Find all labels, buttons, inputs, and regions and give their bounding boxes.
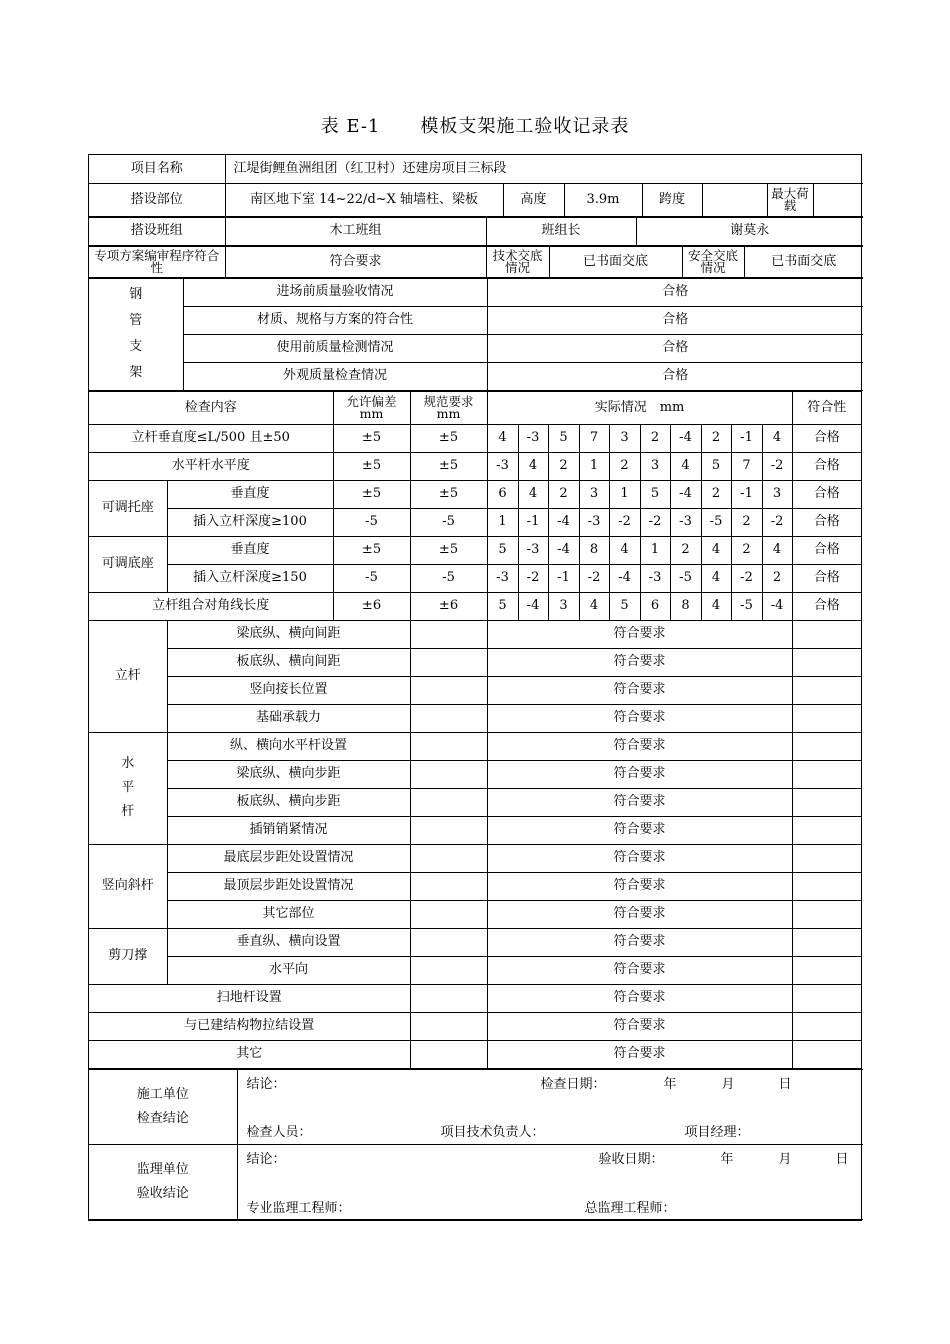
leader-label: 班组长 (486, 217, 636, 245)
requirement-result: 符合要求 (487, 928, 792, 956)
actual-value-cell: 8 (670, 592, 701, 620)
actual-value-cell: 2 (701, 480, 731, 508)
actual-value-cell: 8 (579, 536, 609, 564)
project-value: 江堤街鲤鱼洲组团（红卫村）还建房项目三标段 (225, 155, 863, 183)
actual-value-cell: 4 (701, 592, 731, 620)
steel-pipe-label: 钢 管 支 架 (129, 287, 143, 380)
table-row (89, 1012, 861, 1040)
actual-value-cell: 1 (640, 536, 670, 564)
actual-value-cell: -5 (731, 592, 762, 620)
maxload-label: 最大荷载 (767, 183, 813, 216)
requirement-result: 符合要求 (487, 704, 792, 732)
actual-value-cell: 2 (731, 536, 762, 564)
spec-cell (410, 1040, 487, 1068)
actual-value-cell: 3 (579, 480, 609, 508)
conform-cell (792, 704, 861, 732)
span-label: 跨度 (642, 183, 702, 216)
table-row (89, 760, 861, 788)
conform-cell (792, 1040, 861, 1068)
requirement-item: 与已建结构物拉结设置 (89, 1012, 410, 1040)
supervising-engineer-label: 专业监理工程师： (246, 1200, 351, 1216)
actual-value-cell: 1 (579, 452, 609, 480)
table-row (89, 452, 861, 480)
supervision-conclusion (237, 1144, 863, 1219)
spec-cell (410, 984, 487, 1012)
requirement-item: 最顶层步距处设置情况 (167, 872, 410, 900)
result-cell: 合格 (792, 452, 861, 480)
actual-value-cell: -1 (731, 480, 762, 508)
actual-value-cell: 5 (487, 536, 518, 564)
actual-value-cell: -4 (518, 592, 548, 620)
tolerance-cell: ±5 (333, 424, 410, 452)
spec-cell: ±5 (410, 480, 487, 508)
actual-value-cell: 6 (487, 480, 518, 508)
requirement-result: 符合要求 (487, 648, 792, 676)
conform-cell (792, 844, 861, 872)
actual-value-cell: 2 (731, 508, 762, 536)
table-row (89, 480, 861, 508)
actual-value-cell: 5 (548, 424, 579, 452)
requirement-result: 符合要求 (487, 872, 792, 900)
actual-value-cell: 2 (670, 536, 701, 564)
header-table (89, 155, 863, 217)
requirement-item: 基础承载力 (167, 704, 410, 732)
inspection-table (89, 391, 861, 1069)
conform-cell (792, 620, 861, 648)
spec-cell (410, 788, 487, 816)
table-row (89, 1040, 861, 1068)
group-label: 水 平 杆 (89, 732, 167, 844)
check-item: 水平杆水平度 (89, 452, 333, 480)
actual-value-cell: -2 (579, 564, 609, 592)
actual-value-cell: 1 (609, 480, 640, 508)
table-row (89, 620, 861, 648)
actual-value-cell: 2 (640, 424, 670, 452)
actual-value-cell: -1 (518, 508, 548, 536)
requirement-item: 水平向 (167, 956, 410, 984)
check-content-header: 检查内容 (89, 391, 333, 424)
plan-table (89, 246, 863, 278)
span-value (702, 183, 767, 216)
tolerance-cell: -5 (333, 564, 410, 592)
actual-value-cell: 2 (548, 452, 579, 480)
result-cell: 合格 (792, 536, 861, 564)
check-item: 立杆垂直度≤L/500 且±50 (89, 424, 333, 452)
conform-cell (792, 956, 861, 984)
result-cell: 合格 (792, 508, 861, 536)
acceptance-form (88, 154, 862, 1221)
supervision-year: 年 (720, 1151, 734, 1167)
actual-value-cell: 4 (518, 480, 548, 508)
tech-lead-label: 项目技术负责人： (440, 1124, 545, 1140)
project-manager-label: 项目经理： (684, 1124, 750, 1140)
requirement-result: 符合要求 (487, 816, 792, 844)
safety-briefing-value: 已书面交底 (744, 246, 863, 277)
requirement-result: 符合要求 (487, 732, 792, 760)
conform-header: 符合性 (792, 391, 861, 424)
requirement-item: 纵、横向水平杆设置 (167, 732, 410, 760)
table-row (89, 928, 861, 956)
project-label: 项目名称 (89, 155, 225, 183)
requirement-item: 板底纵、横向间距 (167, 648, 410, 676)
actual-value-cell: 2 (762, 564, 792, 592)
actual-value-cell: 5 (640, 480, 670, 508)
conform-cell (792, 872, 861, 900)
steel-pipe-table (89, 278, 863, 391)
requirement-result: 符合要求 (487, 956, 792, 984)
check-item: 立杆组合对角线长度 (89, 592, 333, 620)
requirement-item: 最底层步距处设置情况 (167, 844, 410, 872)
spec-cell (410, 956, 487, 984)
actual-value-cell: -4 (670, 480, 701, 508)
actual-value-cell: 3 (548, 592, 579, 620)
actual-value-cell: 4 (609, 536, 640, 564)
check-item: 垂直度 (167, 536, 333, 564)
spec-cell: ±5 (410, 536, 487, 564)
steel-result: 合格 (487, 334, 863, 362)
actual-value-cell: -2 (609, 508, 640, 536)
actual-value-cell: -3 (487, 564, 518, 592)
construction-date-label: 检查日期： (540, 1076, 606, 1092)
requirement-item: 其它部位 (167, 900, 410, 928)
team-table (89, 217, 863, 246)
actual-value-cell: -3 (579, 508, 609, 536)
spec-cell (410, 676, 487, 704)
actual-value-cell: -2 (762, 508, 792, 536)
conform-cell (792, 760, 861, 788)
location-value: 南区地下室 14~22/d~X 轴墙柱、梁板 (225, 183, 503, 216)
conform-cell (792, 984, 861, 1012)
spec-cell: -5 (410, 508, 487, 536)
construction-conclusion (237, 1069, 863, 1144)
actual-value-cell: 5 (487, 592, 518, 620)
actual-value-cell: 2 (701, 424, 731, 452)
requirement-result: 符合要求 (487, 844, 792, 872)
table-row (89, 984, 861, 1012)
requirement-result: 符合要求 (487, 1012, 792, 1040)
tolerance-cell: -5 (333, 508, 410, 536)
construction-label-line1: 施工单位 (136, 1086, 189, 1102)
table-row (89, 844, 861, 872)
requirement-item: 其它 (89, 1040, 410, 1068)
steel-item: 外观质量检查情况 (183, 362, 487, 390)
table-row (89, 508, 861, 536)
tolerance-header: 允许偏差 mm (333, 391, 410, 424)
actual-value-cell: -5 (670, 564, 701, 592)
spec-cell: -5 (410, 564, 487, 592)
actual-value-cell: -3 (640, 564, 670, 592)
supervision-label-line1: 监理单位 (136, 1161, 189, 1177)
requirement-item: 插销销紧情况 (167, 816, 410, 844)
actual-value-cell: 2 (548, 480, 579, 508)
requirement-item: 扫地杆设置 (89, 984, 410, 1012)
actual-value-cell: -4 (670, 424, 701, 452)
steel-pipe-group-label (89, 278, 183, 390)
supervision-label (89, 1144, 237, 1219)
construction-year: 年 (663, 1076, 677, 1092)
conform-cell (792, 900, 861, 928)
tolerance-cell: ±5 (333, 536, 410, 564)
actual-value-cell: 4 (762, 424, 792, 452)
steel-item: 进场前质量验收情况 (183, 278, 487, 306)
actual-value-cell: -4 (548, 536, 579, 564)
table-row (89, 900, 861, 928)
construction-conclusion-label: 结论： (246, 1076, 286, 1092)
steel-item: 使用前质量检测情况 (183, 334, 487, 362)
conform-cell (792, 816, 861, 844)
actual-value-cell: -2 (762, 452, 792, 480)
table-row (89, 872, 861, 900)
actual-value-cell: -2 (731, 564, 762, 592)
check-group-label: 可调托座 (89, 480, 167, 536)
form-name: 模板支架施工验收记录表 (420, 116, 630, 137)
result-cell: 合格 (792, 592, 861, 620)
table-row (89, 648, 861, 676)
requirement-item: 梁底纵、横向步距 (167, 760, 410, 788)
spec-cell (410, 648, 487, 676)
check-item: 插入立杆深度≥150 (167, 564, 333, 592)
plan-label: 专项方案编审程序符合性 (89, 246, 225, 277)
safety-briefing-label: 安全交底情况 (682, 246, 744, 277)
leader-value: 谢莫永 (636, 217, 863, 245)
actual-value-cell: 4 (579, 592, 609, 620)
actual-value-cell: -5 (701, 508, 731, 536)
conform-cell (792, 676, 861, 704)
construction-label-line2: 检查结论 (136, 1110, 189, 1126)
team-value: 木工班组 (225, 217, 486, 245)
actual-value-cell: -3 (487, 452, 518, 480)
actual-value-cell: 6 (640, 592, 670, 620)
spec-cell (410, 704, 487, 732)
requirement-result: 符合要求 (487, 620, 792, 648)
actual-value-cell: -2 (518, 564, 548, 592)
conform-cell (792, 1012, 861, 1040)
actual-value-cell: 7 (731, 452, 762, 480)
spec-cell (410, 1012, 487, 1040)
actual-value-cell: 2 (609, 452, 640, 480)
table-row (89, 732, 861, 760)
table-row (89, 788, 861, 816)
maxload-value (813, 183, 863, 216)
actual-value-cell: -2 (640, 508, 670, 536)
actual-value-cell: 5 (701, 452, 731, 480)
group-label: 剪刀撑 (89, 928, 167, 984)
location-label: 搭设部位 (89, 183, 225, 216)
table-row (89, 816, 861, 844)
requirement-result: 符合要求 (487, 760, 792, 788)
table-row (89, 536, 861, 564)
check-item: 垂直度 (167, 480, 333, 508)
table-row (89, 424, 861, 452)
tech-briefing-value: 已书面交底 (549, 246, 682, 277)
steel-result: 合格 (487, 362, 863, 390)
construction-day: 日 (778, 1076, 792, 1092)
conform-cell (792, 732, 861, 760)
plan-value: 符合要求 (225, 246, 486, 277)
conform-cell (792, 648, 861, 676)
supervision-day: 日 (835, 1151, 849, 1167)
actual-value-cell: -3 (518, 424, 548, 452)
spec-cell (410, 760, 487, 788)
tolerance-cell: ±6 (333, 592, 410, 620)
conclusion-table (89, 1069, 863, 1220)
spec-cell (410, 928, 487, 956)
requirement-item: 板底纵、横向步距 (167, 788, 410, 816)
spec-header: 规范要求 mm (410, 391, 487, 424)
actual-value-cell: 4 (670, 452, 701, 480)
table-row (89, 564, 861, 592)
spec-cell (410, 872, 487, 900)
requirement-item: 竖向接长位置 (167, 676, 410, 704)
result-cell: 合格 (792, 424, 861, 452)
supervision-month: 月 (778, 1151, 792, 1167)
form-code: 表 E-1 (320, 116, 381, 137)
steel-item: 材质、规格与方案的符合性 (183, 306, 487, 334)
actual-value-cell: 4 (701, 536, 731, 564)
actual-value-cell: 3 (640, 452, 670, 480)
actual-value-cell: 5 (609, 592, 640, 620)
requirement-result: 符合要求 (487, 1040, 792, 1068)
actual-value-cell: -1 (731, 424, 762, 452)
team-label: 搭设班组 (89, 217, 225, 245)
actual-value-cell: 4 (487, 424, 518, 452)
table-row (89, 592, 861, 620)
spec-cell: ±6 (410, 592, 487, 620)
tolerance-cell: ±5 (333, 480, 410, 508)
actual-header: 实际情况 mm (487, 391, 792, 424)
steel-result: 合格 (487, 278, 863, 306)
check-group-label: 可调底座 (89, 536, 167, 592)
inspector-label: 检查人员： (246, 1124, 312, 1140)
height-label: 高度 (503, 183, 564, 216)
actual-value-cell: 1 (487, 508, 518, 536)
requirement-result: 符合要求 (487, 984, 792, 1012)
actual-value-cell: -4 (609, 564, 640, 592)
actual-value-cell: 4 (518, 452, 548, 480)
group-label: 立杆 (89, 620, 167, 732)
construction-month: 月 (721, 1076, 735, 1092)
spec-cell: ±5 (410, 424, 487, 452)
check-item: 插入立杆深度≥100 (167, 508, 333, 536)
supervision-label-line2: 验收结论 (136, 1185, 189, 1201)
actual-value-cell: 7 (579, 424, 609, 452)
actual-value-cell: -4 (762, 592, 792, 620)
spec-cell (410, 900, 487, 928)
actual-value-cell: 4 (762, 536, 792, 564)
page-title (0, 112, 950, 138)
spec-cell (410, 816, 487, 844)
group-label: 竖向斜杆 (89, 844, 167, 928)
table-row (89, 676, 861, 704)
chief-engineer-label: 总监理工程师： (584, 1200, 676, 1216)
actual-value-cell: 4 (701, 564, 731, 592)
table-row (89, 704, 861, 732)
construction-label (89, 1069, 237, 1144)
actual-value-cell: -3 (670, 508, 701, 536)
actual-value-cell: 3 (609, 424, 640, 452)
result-cell: 合格 (792, 480, 861, 508)
requirement-item: 垂直纵、横向设置 (167, 928, 410, 956)
spec-cell: ±5 (410, 452, 487, 480)
conform-cell (792, 928, 861, 956)
actual-value-cell: -4 (548, 508, 579, 536)
actual-value-cell: -1 (548, 564, 579, 592)
tech-briefing-label: 技术交底情况 (486, 246, 549, 277)
requirement-result: 符合要求 (487, 676, 792, 704)
height-value: 3.9m (564, 183, 642, 216)
supervision-date-label: 验收日期： (598, 1151, 664, 1167)
requirement-result: 符合要求 (487, 900, 792, 928)
tolerance-cell: ±5 (333, 452, 410, 480)
requirement-item: 梁底纵、横向间距 (167, 620, 410, 648)
conform-cell (792, 788, 861, 816)
requirement-result: 符合要求 (487, 788, 792, 816)
actual-value-cell: -3 (518, 536, 548, 564)
spec-cell (410, 732, 487, 760)
table-row (89, 956, 861, 984)
spec-cell (410, 844, 487, 872)
supervision-conclusion-label: 结论： (246, 1151, 286, 1167)
result-cell: 合格 (792, 564, 861, 592)
steel-result: 合格 (487, 306, 863, 334)
spec-cell (410, 620, 487, 648)
actual-value-cell: 3 (762, 480, 792, 508)
